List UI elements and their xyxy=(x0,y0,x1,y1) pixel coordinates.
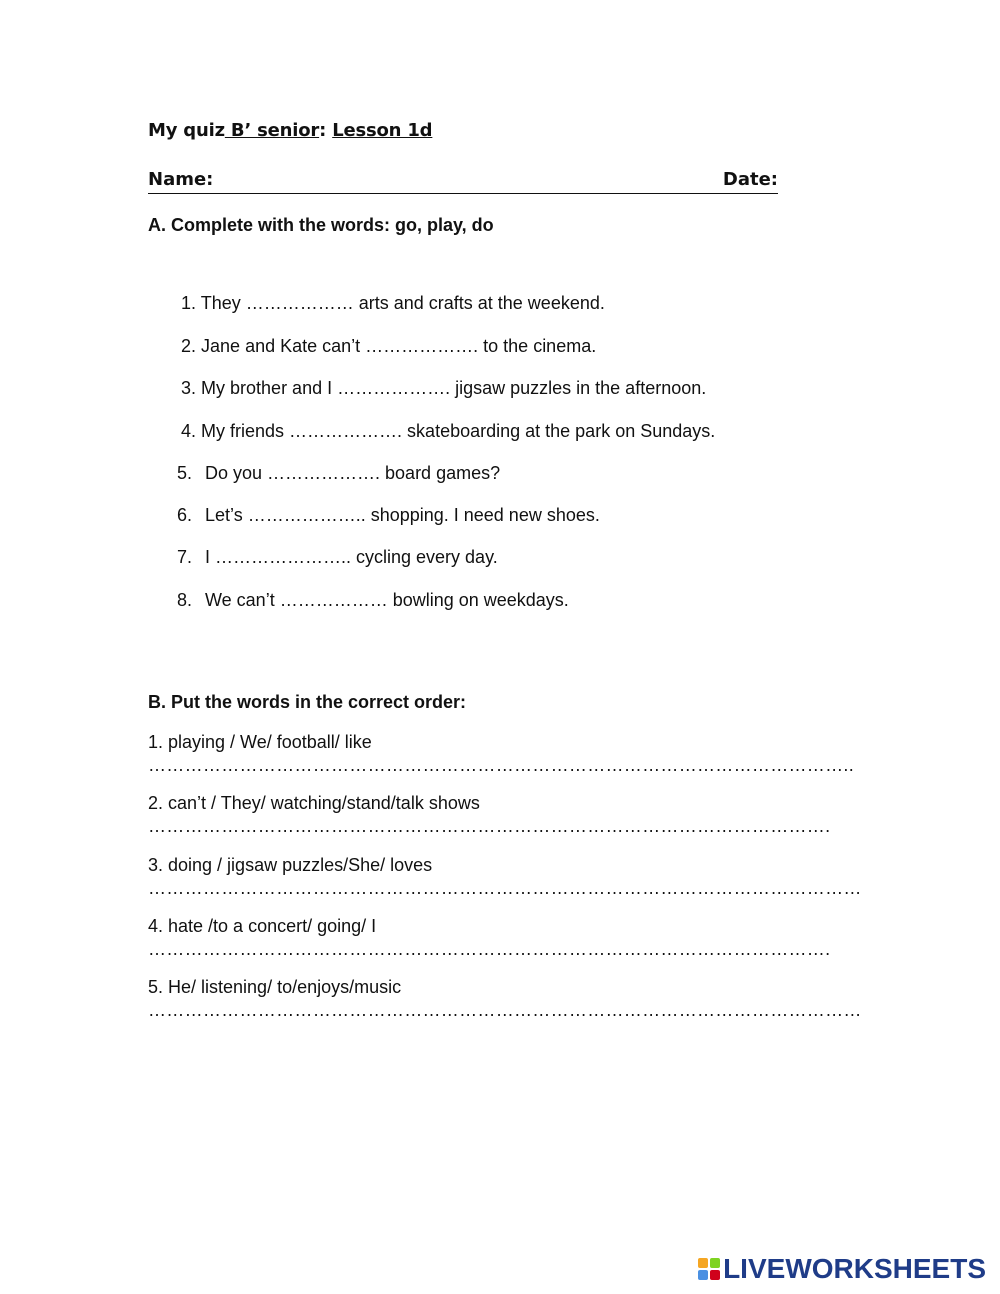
exercise-a-item xyxy=(181,336,596,357)
exercise-a-item xyxy=(177,505,600,526)
logo-square xyxy=(710,1270,720,1280)
logo-squares-icon xyxy=(698,1258,720,1280)
exercise-a-item xyxy=(181,378,706,399)
exercise-b-prompt: 4. hate /to a concert/ going/ I xyxy=(148,916,377,936)
answer-line[interactable]: ……………………………………………………………………………………………………… xyxy=(148,1000,862,1020)
item-text: We can’t ……………… bowling on weekdays. xyxy=(205,590,569,610)
item-number: 5. xyxy=(177,463,193,483)
title-separator: : xyxy=(319,120,327,141)
title-level: B’ senior xyxy=(224,120,320,141)
exercise-a-item xyxy=(177,463,500,484)
item-text: Jane and Kate can’t ………………. to the cinema. xyxy=(201,336,597,356)
exercise-b-prompt: 3. doing / jigsaw puzzles/She/ loves xyxy=(148,855,433,875)
item-number: 2. xyxy=(181,336,197,356)
quiz-title xyxy=(148,120,432,141)
item-text: I ………………….. cycling every day. xyxy=(205,547,498,567)
exercise-b-prompt: 2. can’t / They/ watching/stand/talk shows xyxy=(148,793,480,813)
item-text: My friends ………………. skateboarding at the park on Sundays. xyxy=(201,421,716,441)
title-prefix: My quiz xyxy=(148,120,225,141)
exercise-a-item xyxy=(177,547,498,568)
title-lesson: Lesson 1d xyxy=(332,120,433,141)
exercise-a-item xyxy=(177,590,569,611)
date-label: Date: xyxy=(722,169,778,190)
logo-square xyxy=(698,1270,708,1280)
item-number: 3. xyxy=(181,378,197,398)
item-text: They ……………… arts and crafts at the weekend. xyxy=(200,293,605,313)
logo-text: LIVEWORKSHEETS xyxy=(723,1253,986,1284)
item-text: Let’s ……………….. shopping. I need new shoes. xyxy=(205,505,600,525)
item-text: My brother and I ………………. jigsaw puzzles in the afternoon. xyxy=(201,378,707,398)
name-date-line xyxy=(148,169,778,194)
item-number: 7. xyxy=(177,547,193,567)
item-number: 1. xyxy=(181,293,197,313)
answer-line[interactable]: ……………………………………………………………………………………………………… xyxy=(148,878,862,898)
logo-square xyxy=(710,1258,720,1268)
exercise-b-prompt: 5. He/ listening/ to/enjoys/music xyxy=(148,977,402,997)
answer-line[interactable]: …………………………………………………………………………………………………….. xyxy=(148,755,855,775)
item-text: Do you ………………. board games? xyxy=(205,463,501,483)
answer-line[interactable]: …………………………………………………………………………………………………. xyxy=(148,939,831,959)
section-b-heading: B. Put the words in the correct order: xyxy=(148,692,467,712)
liveworksheets-logo xyxy=(698,1254,986,1284)
exercise-b-prompt: 1. playing / We/ football/ like xyxy=(148,732,372,752)
item-number: 6. xyxy=(177,505,193,525)
exercise-a-item xyxy=(181,293,605,314)
item-number: 8. xyxy=(177,590,193,610)
logo-square xyxy=(698,1258,708,1268)
name-label: Name: xyxy=(148,169,214,190)
answer-line[interactable]: …………………………………………………………………………………………………. xyxy=(148,816,831,836)
section-a-heading: A. Complete with the words: go, play, do xyxy=(148,215,494,235)
exercise-a-item xyxy=(181,421,715,442)
item-number: 4. xyxy=(181,421,197,441)
